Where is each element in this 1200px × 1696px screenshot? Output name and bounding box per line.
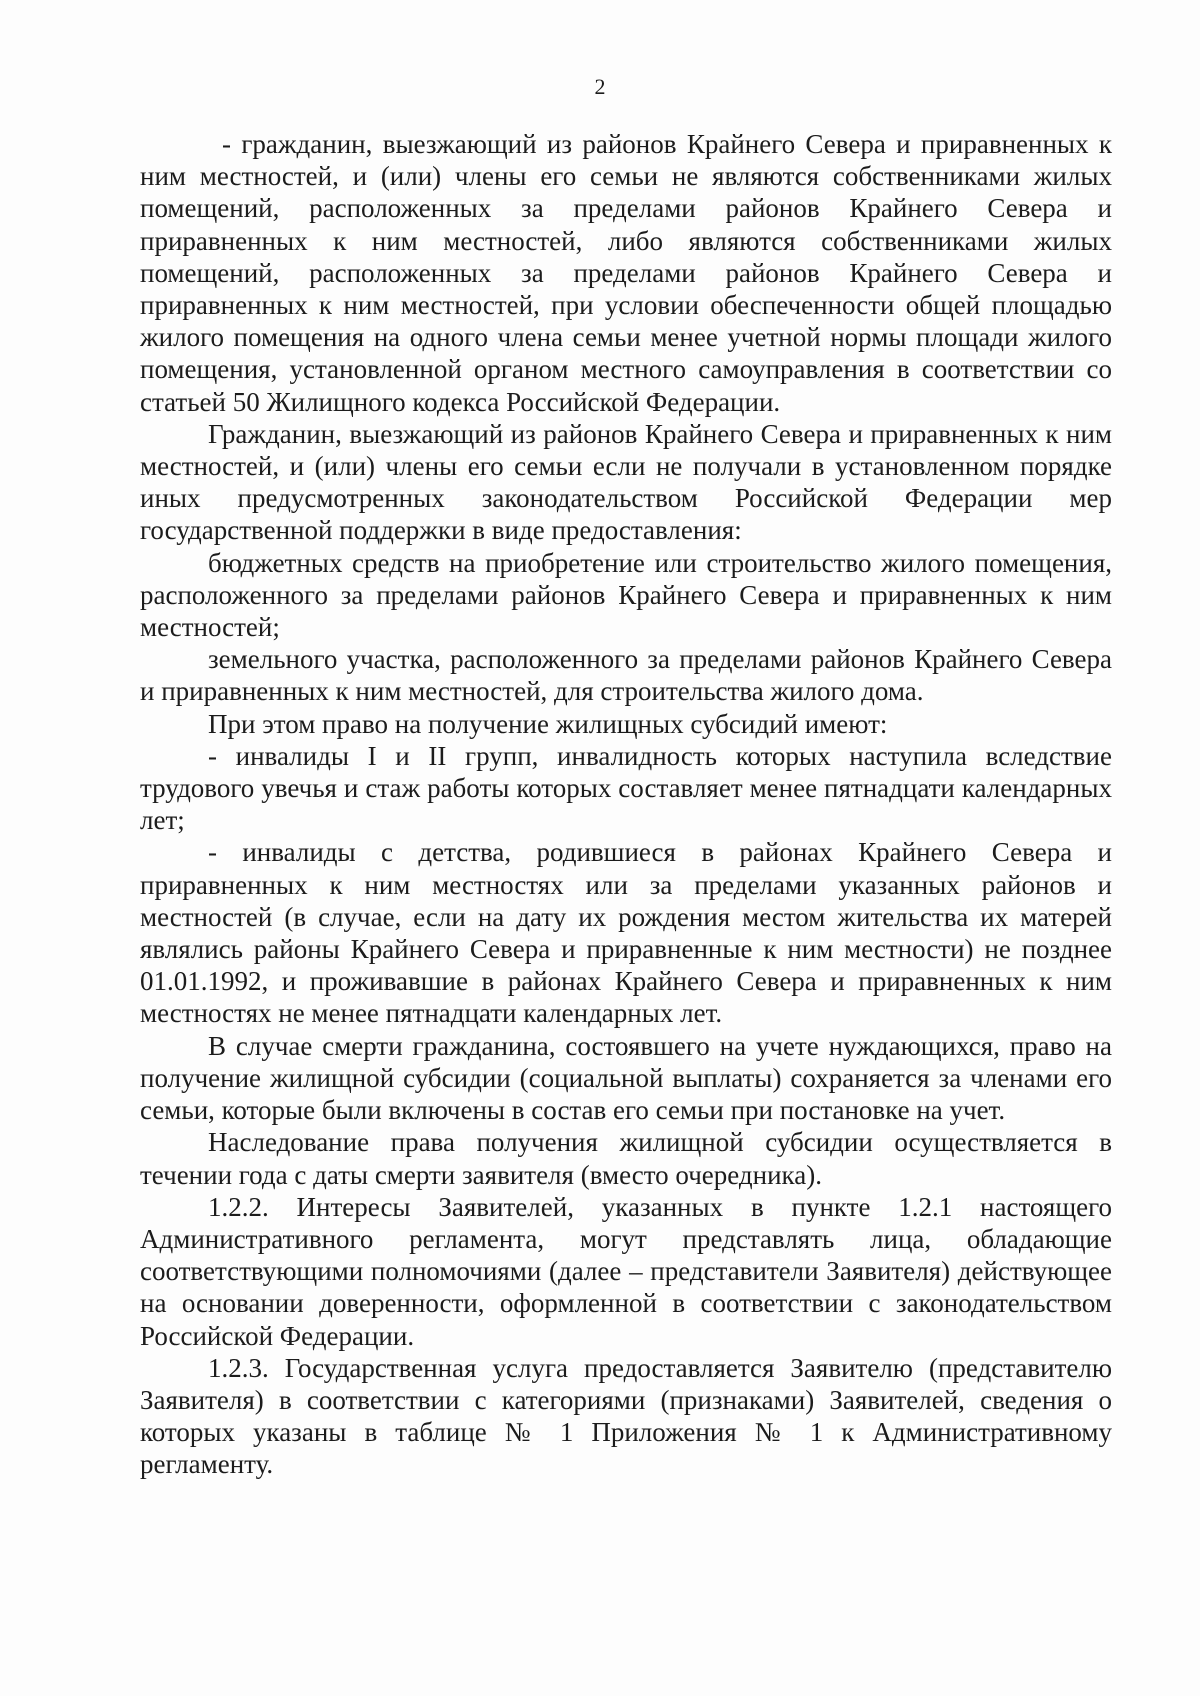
paragraph-right-to-subsidy: При этом право на получение жилищных субсидий имеют: xyxy=(208,708,888,739)
paragraph-1-2-2: 1.2.2. Интересы Заявителей, указанных в пункте 1.2.1 настоящего Административного регламента, могут представлять лица, обладающие соответствующими полномочиями (далее – представители Заявителя) действующее на основании доверенности, оформленной в соответствии с законодательством Российской Федерации. xyxy=(140,1191,1112,1351)
paragraph-death-of-citizen: В случае смерти гражданина, состоявшего на учете нуждающихся, право на получение жилищной субсидии (социальной выплаты) сохраняется за членами его семьи, которые были включены в состав его семьи при постановке на учет. xyxy=(140,1030,1112,1126)
paragraph-1-2-3: 1.2.3. Государственная услуга предоставляется Заявителю (представителю Заявителя) в соответствии с категориями (признаками) Заявителей, сведения о которых указаны в таблице № 1 Приложения № 1 к Административному регламенту. xyxy=(140,1352,1112,1480)
paragraph-citizen-not-owner: - гражданин, выезжающий из районов Крайнего Севера и приравненных к ним местностей, и (или) члены его семьи не являются собственниками жилых помещений, расположенных за пределами районов Крайнего Севера и приравненных к ним местностей, либо являются собственниками жилых помещений, расположенных за пределами районов Крайнего Севера и приравненных к ним местностей, при условии обеспеченности общей площадью жилого помещения на одного члена семьи менее учетной нормы площади жилого помещения, установленной органом местного самоуправления в соответствии со статьей 50 Жилищного кодекса Российской Федерации. xyxy=(140,129,1112,417)
paragraph-disabled-childhood: - инвалиды с детства, родившиеся в районах Крайнего Севера и приравненных к ним местностях или за пределами указанных районов и местностей (в случае, если на дату их рождения местом жительства их матерей являлись районы Крайнего Севера и приравненные к ним местности) не позднее 01.01.1992, и проживавшие в районах Крайнего Севера и приравненных к ним местностях не менее пятнадцати календарных лет. xyxy=(140,837,1112,1029)
paragraph-budget-funds: бюджетных средств на приобретение или строительство жилого помещения, расположенного за пределами районов Крайнего Севера и приравненных к ним местностей; xyxy=(140,547,1112,643)
page-number: 2 xyxy=(594,74,606,99)
document-body xyxy=(140,128,1112,1481)
paragraph-land-plot: земельного участка, расположенного за пределами районов Крайнего Севера и приравненных к ним местностей, для строительства жилого дома. xyxy=(140,644,1112,707)
paragraph-inheritance: Наследование права получения жилищной субсидии осуществляется в течении года с даты смерти заявителя (вместо очередника). xyxy=(140,1127,1112,1190)
paragraph-citizen-no-support: Гражданин, выезжающий из районов Крайнего Севера и приравненных к ним местностей, и (или) члены его семьи если не получали в установленном порядке иных предусмотренных законодательством Российской Федерации мер государственной поддержки в виде предоставления: xyxy=(140,418,1112,546)
paragraph-disabled-groups: - инвалиды I и II групп, инвалидность которых наступила вследствие трудового увечья и стаж работы которых составляет менее пятнадцати календарных лет; xyxy=(140,740,1112,836)
